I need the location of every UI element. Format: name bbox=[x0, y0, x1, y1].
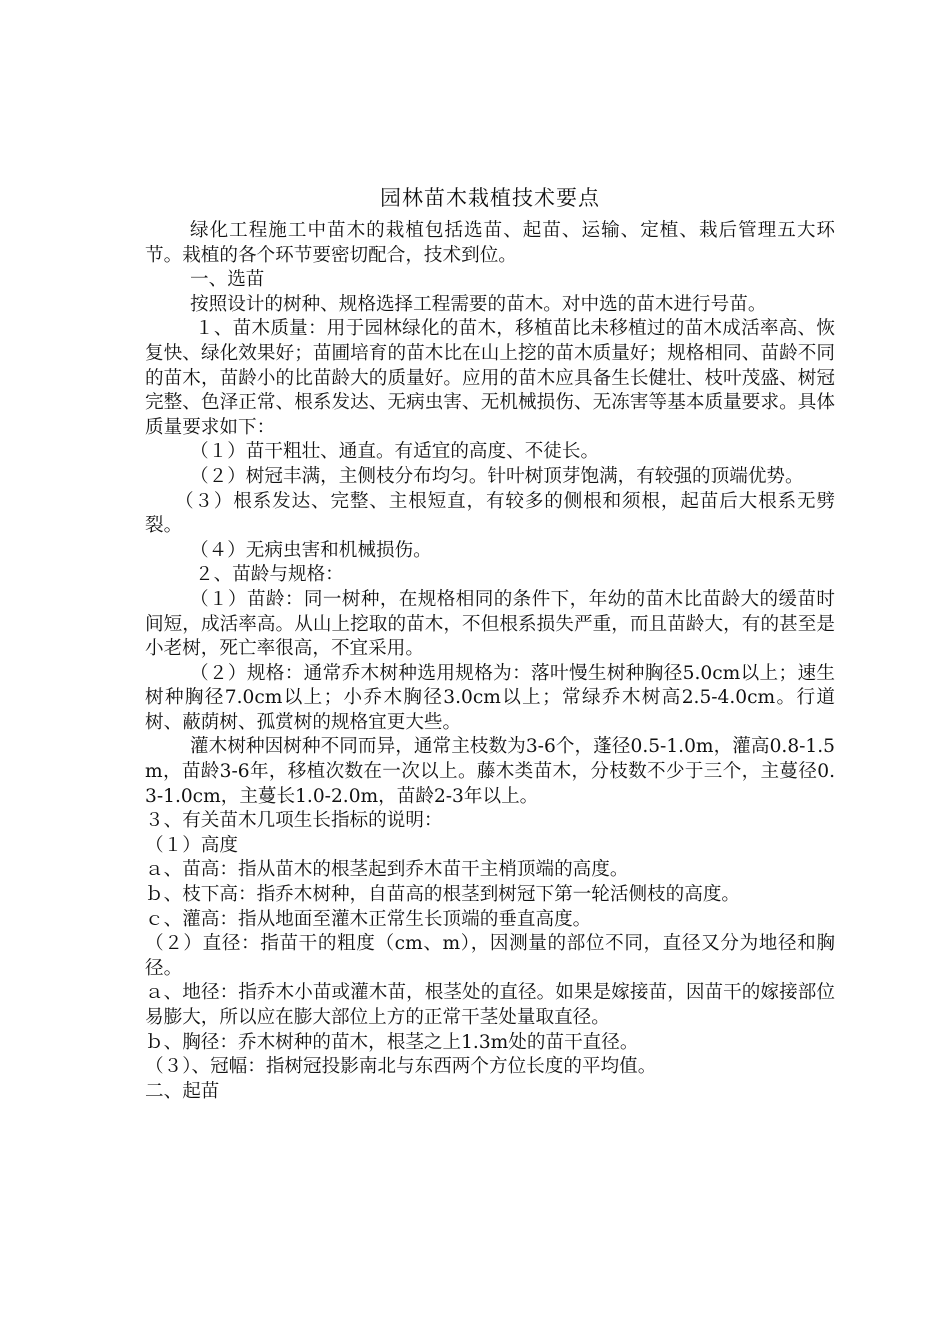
paragraph: ｃ、灌高：指从地面至灌木正常生长顶端的垂直高度。 bbox=[145, 908, 592, 930]
paragraph: （１）苗龄：同一树种，在规格相同的条件下，年幼的苗木比苗龄大的缓苗时间短，成活率高。从山上挖取的苗木，不但根系损失严重，而且苗龄大，有的甚至是小老树，死亡率很高，不宜采用。 bbox=[145, 588, 835, 660]
document-body bbox=[145, 219, 835, 1104]
paragraph: ｂ、枝下高：指乔木树种，自苗高的根茎到树冠下第一轮活侧枝的高度。 bbox=[145, 884, 741, 906]
paragraph: （２）直径：指苗干的粗度（cm、m），因测量的部位不同，直径又分为地径和胸径。 bbox=[145, 933, 835, 979]
paragraph: 按照设计的树种、规格选择工程需要的苗木。对中选的苗木进行号苗。 bbox=[190, 293, 767, 315]
paragraph: ａ、苗高：指从苗木的根茎起到乔木苗干主梢顶端的高度。 bbox=[145, 859, 629, 881]
paragraph: ａ、地径：指乔木小苗或灌木苗，根茎处的直径。如果是嫁接苗，因苗干的嫁接部位易膨大，所以应在膨大部位上方的正常干茎处量取直径。 bbox=[145, 982, 835, 1028]
paragraph: （２）规格：通常乔木树种选用规格为：落叶慢生树种胸径5.0cm以上；速生树种胸径7.0cm以上；小乔木胸径3.0cm以上；常绿乔木树高2.5-4.0cm。行道树、蔽荫树、孤赏树的规格宜更大些。 bbox=[145, 662, 835, 733]
paragraph: （２）树冠丰满，主侧枝分布均匀。针叶树顶芽饱满，有较强的顶端优势。 bbox=[190, 465, 804, 487]
paragraph: 绿化工程施工中苗木的栽植包括选苗、起苗、运输、定植、栽后管理五大环节。栽植的各个环节要密切配合，技术到位。 bbox=[145, 220, 835, 266]
paragraph: ２、苗龄与规格： bbox=[195, 564, 344, 586]
paragraph: 灌木树种因树种不同而异，通常主枝数为3-6个，蓬径0.5-1.0m，灌高0.8-1.5m，苗龄3-6年，移植次数在一次以上。藤木类苗木，分枝数不少于三个，主蔓径0.3-1.0cm，主蔓长1.0-2.0m，苗龄2-3年以上。 bbox=[145, 736, 835, 807]
paragraph: （３）、冠幅：指树冠投影南北与东西两个方位长度的平均值。 bbox=[145, 1056, 657, 1078]
paragraph: （１）高度 bbox=[145, 834, 238, 856]
paragraph: （１）苗干粗壮、通直。有适宜的高度、不徒长。 bbox=[190, 441, 600, 463]
paragraph: 一、选苗 bbox=[190, 269, 265, 291]
paragraph: （４）无病虫害和机械损伤。 bbox=[190, 539, 432, 561]
document-page bbox=[145, 183, 835, 1104]
paragraph: ｂ、胸径：乔木树种的苗木，根茎之上1.3m处的苗干直径。 bbox=[145, 1031, 639, 1053]
paragraph: （３）根系发达、完整、主根短直，有较多的侧根和须根，起苗后大根系无劈裂。 bbox=[145, 490, 835, 537]
document-title: 园林苗木栽植技术要点 bbox=[380, 186, 600, 210]
paragraph: １、苗木质量：用于园林绿化的苗木，移植苗比未移植过的苗木成活率高、恢复快、绿化效果好；苗圃培育的苗木比在山上挖的苗木质量好；规格相同、苗龄不同的苗木，苗龄小的比苗龄大的质量好。应用的苗木应具备生长健壮、枝叶茂盛、树冠完整、色泽正常、根系发达、无病虫害、无机械损伤、无冻害等基本质量要求。具体质量要求如下： bbox=[145, 318, 835, 438]
paragraph: 二、起苗 bbox=[145, 1080, 220, 1102]
paragraph: ３、有关苗木几项生长指标的说明： bbox=[145, 810, 443, 832]
